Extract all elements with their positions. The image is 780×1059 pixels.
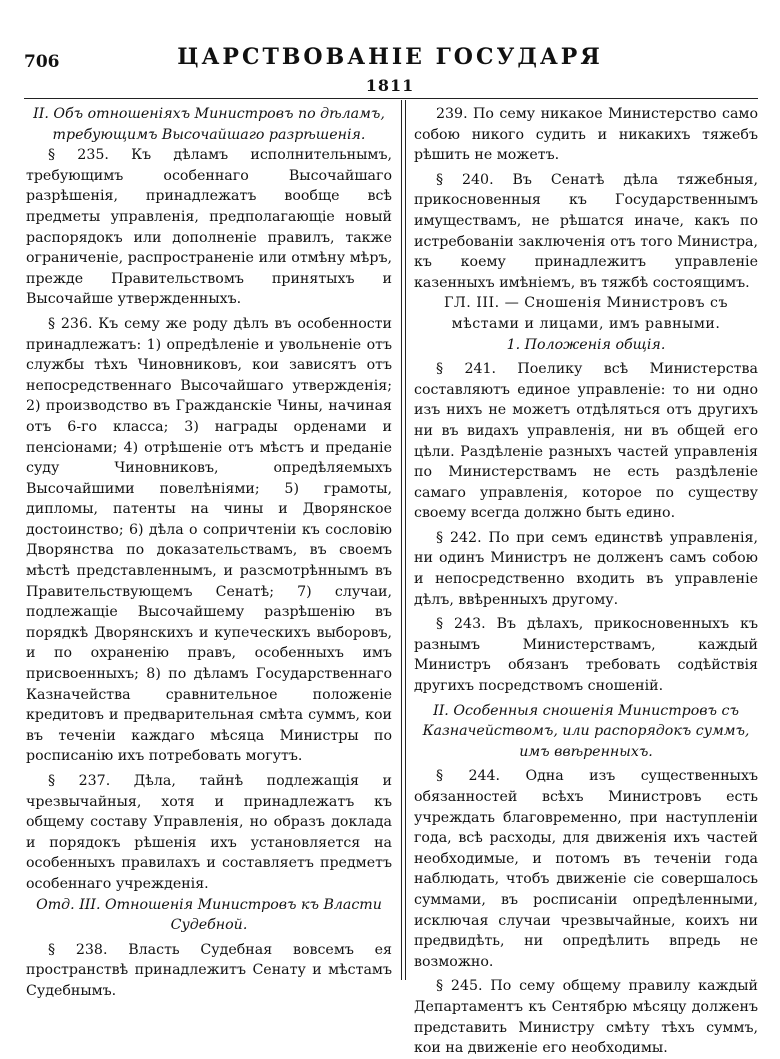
left-column <box>26 104 392 1002</box>
column-divider <box>401 100 402 980</box>
paragraph-242: § 242. По при семъ единствѣ управленія, ни одинъ Министръ не долженъ самъ собою и непосредственно входить въ управленіе дѣлъ, ввѣренныхъ другому. <box>414 529 758 608</box>
paragraph-243: § 243. Въ дѣлахъ, прикосновенныхъ къ разнымъ Министерствамъ, каждый Министръ обязанъ требовать содѣйствія другихъ посредствомъ сношеній. <box>414 616 758 695</box>
section-heading: Отд. III. Отношенія Министровъ къ Власти Судебной. <box>36 896 382 934</box>
right-column <box>414 104 758 1059</box>
column-divider-inner <box>405 100 406 980</box>
paragraph-239: 239. По сему никакое Министерство само собою никого судить и никакихъ тяжебъ рѣшить не можетъ. <box>414 106 758 164</box>
page-number: 706 <box>24 52 60 72</box>
header-rule <box>24 98 758 99</box>
paragraph-241: § 241. Поелику всѣ Министерства составляютъ единое управленіе: то ни одно изъ нихъ не можетъ отдѣляться отъ другихъ ни въ видахъ управленія, ни въ общей его цѣли. Раздѣленіе разныхъ частей управленія по Министерствамъ не есть раздѣленіе самаго управленія, которое по существу своему всегда должно быть едино. <box>414 361 758 522</box>
paragraph-237: § 237. Дѣла, тайнѣ подлежащія и чрезвычайныя, хотя и принадлежатъ къ общему составу Управленія, но образъ доклада и порядокъ рѣшенія ихъ установляется на особенныхъ правилахъ и составляетъ предметъ особеннаго учрежденія. <box>26 773 392 892</box>
paragraph-235: § 235. Къ дѣламъ исполнительнымъ, требующимъ особеннаго Высочайшаго разрѣшенія, принадлежатъ вообще всѣ предметы управленія, предполагающіе новый распорядокъ или дополненіе правилъ, также ограниченіе, распространеніе или отмѣну мѣръ, прежде Правительствомъ принятыхъ и Высочайше утвержденныхъ. <box>26 147 392 308</box>
paragraph-245: § 245. По сему общему правилу каждый Департаментъ къ Сентябрю мѣсяцу долженъ представить Министру смѣту тѣхъ суммъ, кои на движеніе его необходимы. <box>414 978 758 1057</box>
section-heading: II. Особенныя сношенія Министровъ съ Казначействомъ, или распорядокъ суммъ, имъ ввѣренныхъ. <box>422 702 750 760</box>
subsection-heading: 1. Положенія общія. <box>506 336 666 353</box>
chapter-heading: ГЛ. III. — Сношенія Министровъ съ мѣстами и лицами, имъ равными. <box>444 295 728 332</box>
paragraph-240: § 240. Въ Сенатѣ дѣла тяжебныя, прикосновенныя къ Государственнымъ имуществамъ, не рѣшатся иначе, какъ по истребованіи заключенія отъ того Министра, къ коему принадлежитъ управленіе казенныхъ имѣніемъ, въ тяжбѣ состоящимъ. <box>414 171 758 291</box>
running-title: ЦАРСТВОВАНІЕ ГОСУДАРЯ <box>177 44 603 70</box>
paragraph-236: § 236. Къ сему же роду дѣлъ въ особенности принадлежатъ: 1) опредѣленіе и увольненіе отъ службы тѣхъ Чиновниковъ, кои зависятъ отъ непосредственнаго Высочайшаго утвержденія; 2) производство въ Гражданскіе Чины, начиная отъ 6-го класса; 3) награды орденами и пенсіонами; 4) отрѣшеніе отъ мѣстъ и преданіе суду Чиновниковъ, опредѣляемыхъ Высочайшими повелѣніями; 5) грамоты, дипломы, патенты на чины и Дворянское достоинство; 6) дѣла о сопричтеніи къ сословію Дворянства по доказательствамъ, въ своемъ мѣстѣ представленнымъ, и разсмотрѣннымъ въ Правительствующемъ Сенатѣ; 7) случаи, подлежащіе Высочайшему разрѣшенію въ порядкѣ Дворянскихъ и купеческихъ выборовъ, и по охраненію правъ, особенныхъ имъ присвоенныхъ; 8) по дѣламъ Государственнаго Казначейства сравнительное положеніе кредитовъ и предварительная смѣта суммъ, кои въ теченіи каждаго мѣсяца Министры по росписанію ихъ потребовать могутъ. <box>26 315 392 765</box>
paragraph-238: § 238. Власть Судебная вовсемъ ея пространствѣ принадлежитъ Сенату и мѣстамъ Судебнымъ. <box>26 941 392 999</box>
paragraph-244: § 244. Одна изъ существенныхъ обязанностей всѣхъ Министровъ есть учреждать благовременно, при наступленіи года, всѣ расходы, для движенія ихъ частей необходимые, и потомъ въ теченіи года наблюдать, чтобъ движеніе сіе совершалось суммами, въ росписаніи опредѣленными, исключая случаи чрезвычайные, коихъ ни предвидѣть, ни опредѣлить впредь не возможно. <box>414 768 758 970</box>
section-heading: II. Объ отношеніяхъ Министровъ по дѣламъ, требующимъ Высочайшаго разрѣшенія. <box>33 106 385 143</box>
year-heading: 1811 <box>365 76 415 95</box>
